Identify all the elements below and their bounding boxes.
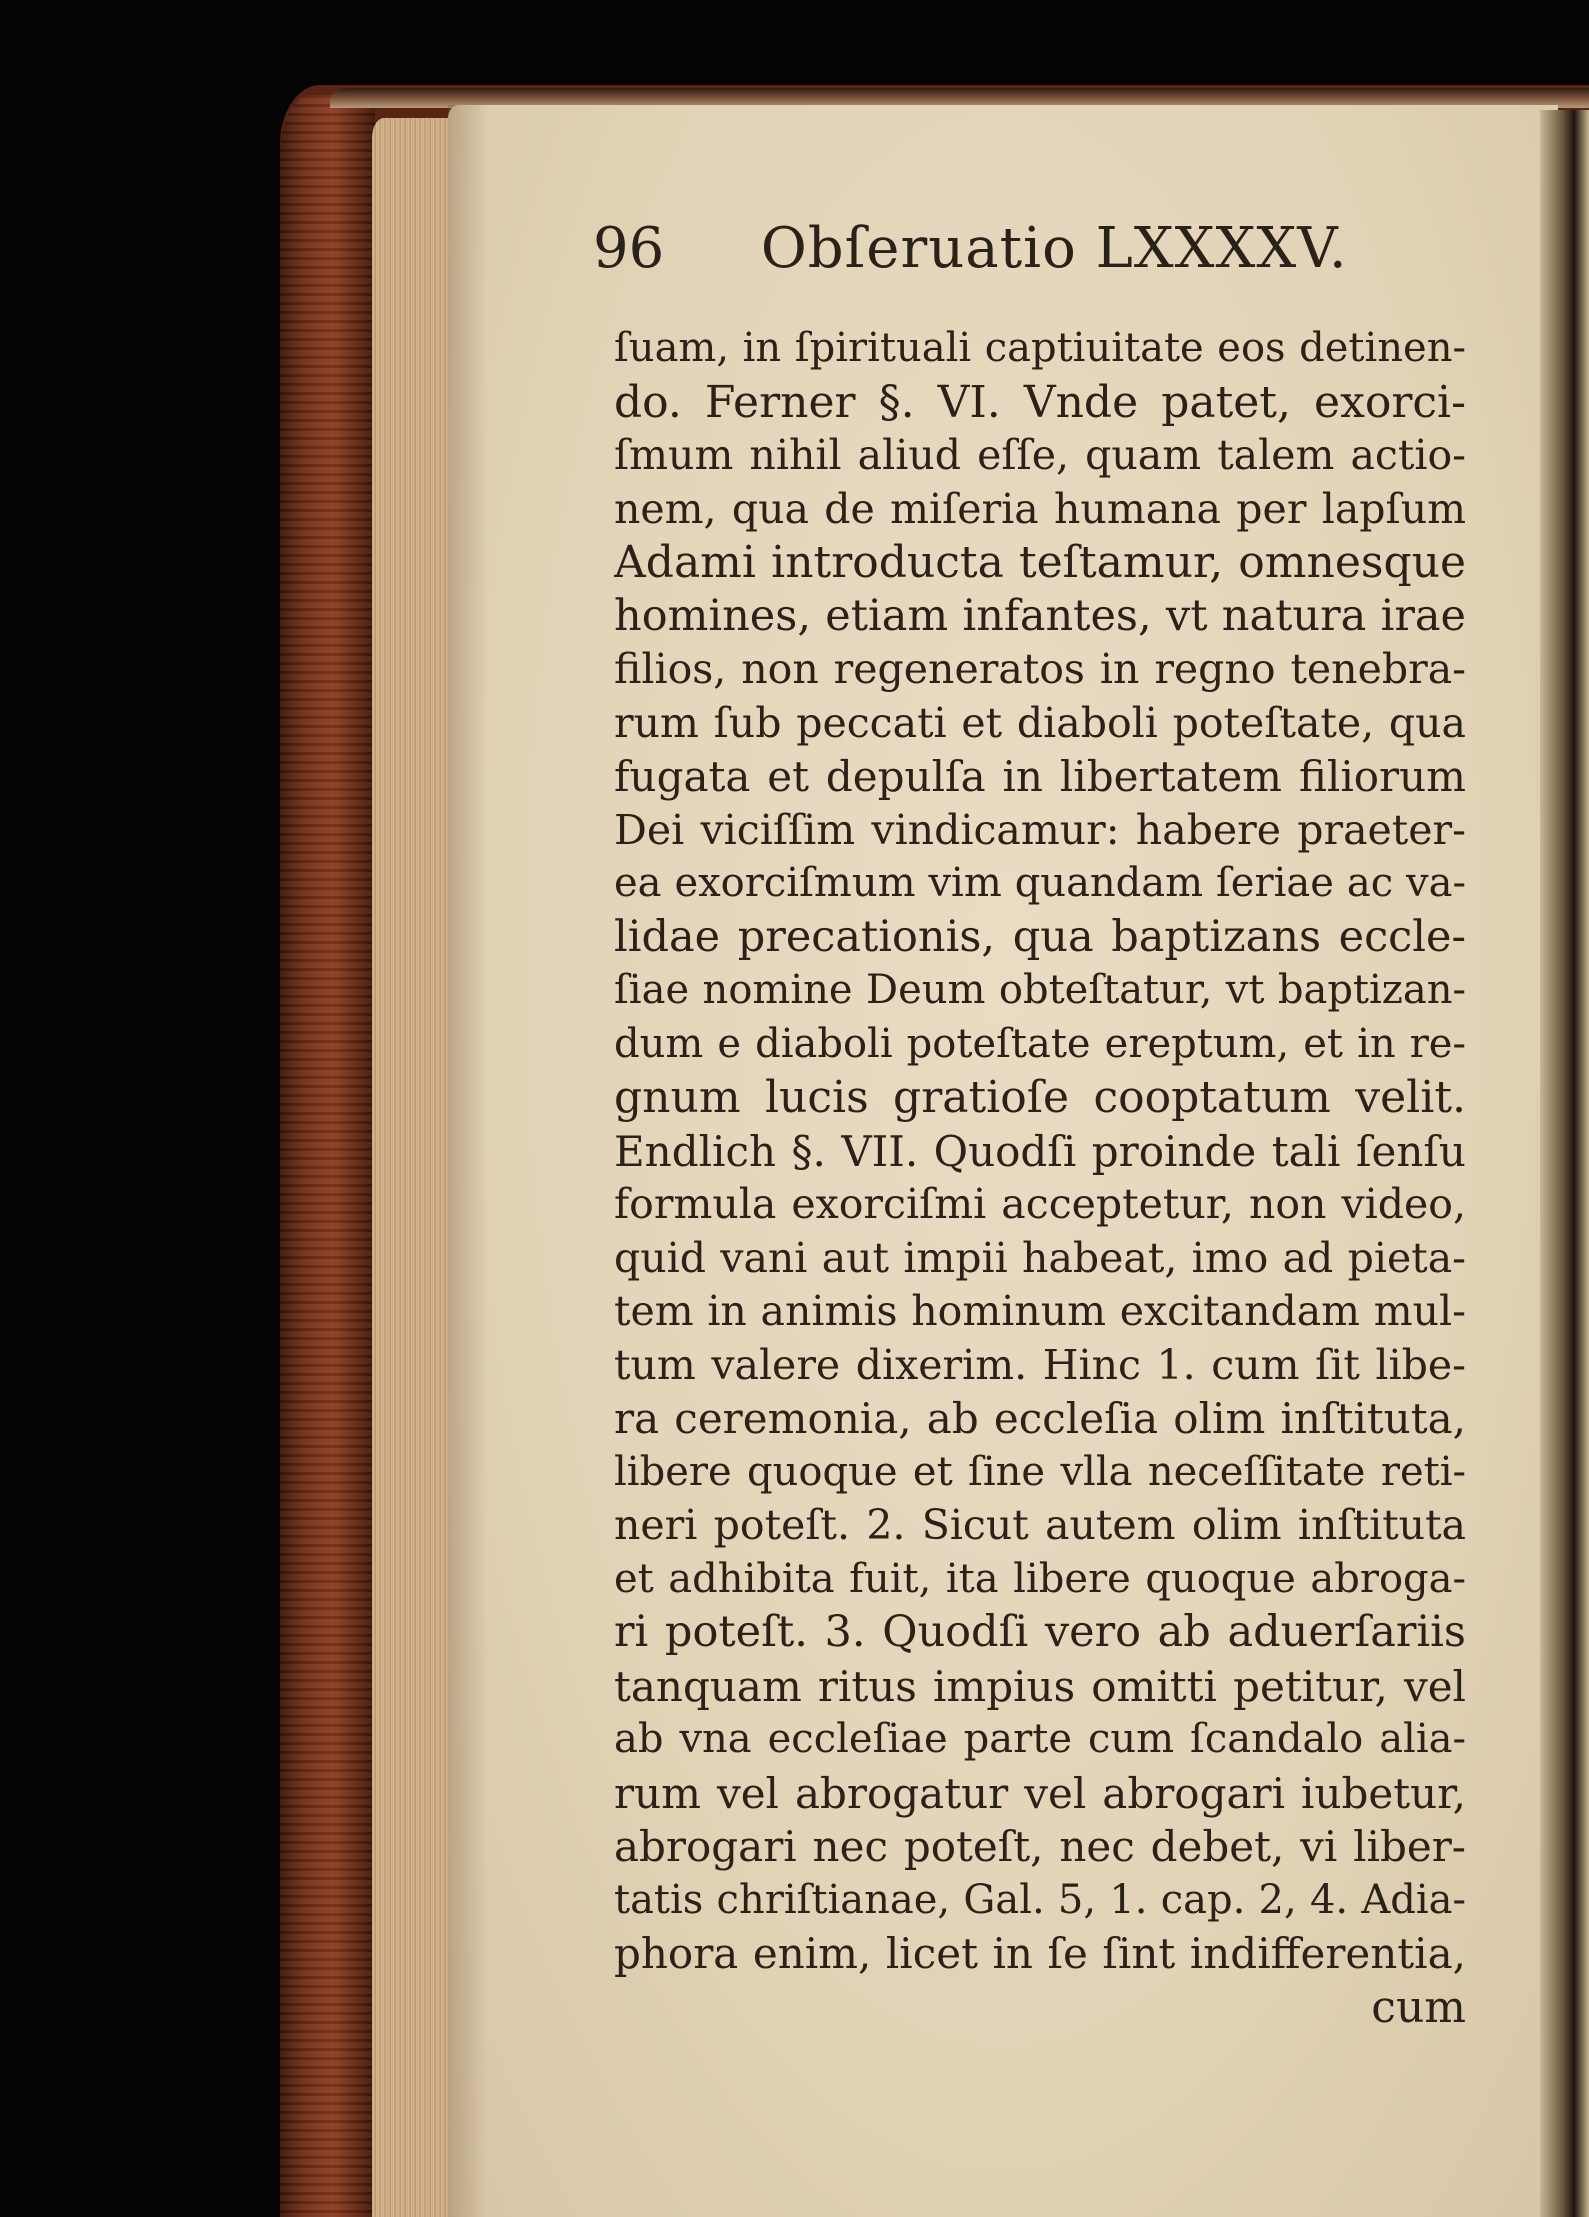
text-line: homines, etiam infantes, vt natura irae — [614, 590, 1466, 641]
text-line: fugata et depulſa in libertatem filiorum — [614, 752, 1466, 801]
text-line: ſiae nomine Deum obteſtatur, vt baptizan- — [614, 967, 1466, 1013]
running-title: Obſeruatio LXXXXV. — [760, 216, 1348, 281]
text-line: rum ſub peccati et diaboli poteſtate, qua — [614, 698, 1466, 747]
text-line: gnum lucis gratioſe cooptatum velit. — [614, 1072, 1466, 1123]
catchword: cum — [1371, 1981, 1466, 2033]
text-line: ab vna eccleſiae parte cum ſcandalo alia- — [614, 1716, 1466, 1762]
text-line: ea exorciſmum vim quandam ſeriae ac va- — [614, 860, 1466, 906]
text-line: ſmum nihil aliud eſſe, quam talem actio- — [614, 431, 1466, 479]
text-line: neri poteſt. 2. Sicut autem olim inſtituta — [614, 1501, 1466, 1549]
text-line: phora enim, licet in ſe ſint indifferentia, — [614, 1929, 1466, 1978]
text-line: Adami introducta teſtamur, omnesque — [614, 537, 1466, 588]
leather-binding-edge — [280, 95, 375, 2217]
body-text — [614, 322, 1466, 2034]
book-gutter — [1540, 110, 1589, 2217]
text-line: do. Ferner §. VI. Vnde patet, exorci- — [614, 376, 1466, 428]
page-stack-edge — [372, 118, 452, 2217]
text-line: filios, non regeneratos in regno tenebra- — [614, 645, 1466, 693]
text-line: abrogari nec poteſt, nec debet, vi liber- — [614, 1822, 1466, 1871]
text-line: rum vel abrogatur vel abrogari iubetur, — [614, 1768, 1466, 1818]
text-line: tatis chriſtianae, Gal. 5, 1. cap. 2, 4. Adia- — [614, 1876, 1466, 1923]
text-line: tum valere dixerim. Hinc 1. cum ſit libe- — [614, 1340, 1466, 1389]
text-line: quid vani aut impii habeat, imo ad pieta- — [614, 1233, 1466, 1282]
text-line: Endlich §. VII. Quodſi proinde tali ſenſu — [614, 1126, 1466, 1176]
text-line: nem, qua de miſeria humana per lapſum — [614, 484, 1466, 533]
running-header — [593, 214, 1493, 284]
text-line: libere quoque et ſine vlla neceſſitate reti- — [614, 1448, 1466, 1495]
text-line: Dei viciſſim vindicamur: habere praeter- — [614, 805, 1466, 854]
text-line: tem in animis hominum excitandam mul- — [614, 1287, 1466, 1335]
text-line: et adhibita fuit, ita libere quoque abroga- — [614, 1555, 1466, 1602]
text-line: ſuam, in ſpirituali captiuitate eos detinen- — [614, 325, 1466, 371]
text-line: ri poteſt. 3. Quodſi vero ab aduerſariis — [614, 1607, 1466, 1657]
text-line: dum e diaboli poteſtate ereptum, et in re- — [614, 1020, 1466, 1067]
text-line: formula exorciſmi acceptetur, non video, — [614, 1180, 1466, 1228]
text-line: tanquam ritus impius omitti petitur, vel — [614, 1661, 1466, 1711]
text-line: ra ceremonia, ab eccleſia olim inſtituta, — [614, 1394, 1466, 1443]
page-number: 96 — [593, 216, 665, 281]
text-line: lidae precationis, qua baptizans eccle- — [614, 911, 1466, 962]
